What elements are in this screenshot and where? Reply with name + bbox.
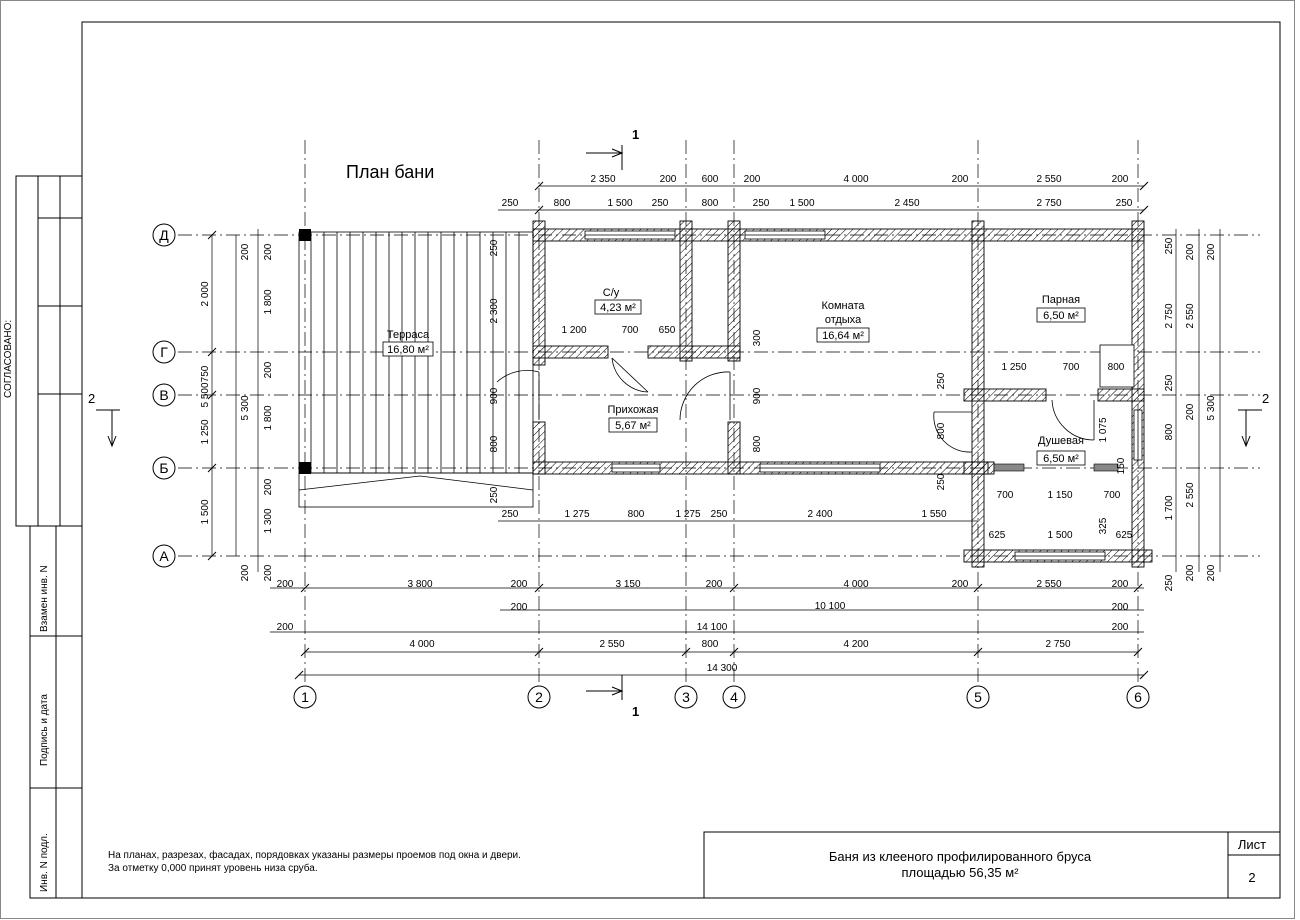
dim-top2-6: 1 500 bbox=[789, 198, 815, 209]
dim-rr-3: 250 bbox=[936, 372, 947, 390]
dim-r3-1: 200 bbox=[1206, 243, 1217, 261]
dim-total: 14 300 bbox=[706, 663, 738, 674]
section-mark-right: 2 bbox=[1262, 391, 1270, 406]
approved-label: СОГЛАСОВАНО: bbox=[3, 319, 14, 398]
axis-y-d: Д bbox=[159, 227, 169, 243]
walls bbox=[533, 221, 1152, 567]
section-mark-left: 2 bbox=[88, 391, 96, 406]
dim-bw-1: 1 275 bbox=[564, 509, 590, 520]
dim-bw-0: 250 bbox=[501, 509, 519, 520]
room-wc-name: С/у bbox=[602, 287, 620, 299]
dim-in-5: 800 bbox=[752, 435, 763, 453]
dim-r1-1: 2 750 bbox=[1164, 303, 1175, 329]
replaced-inv-label: Взамен инв. N bbox=[39, 565, 50, 632]
dim-b1-2: 200 bbox=[510, 579, 528, 590]
dim-la-2: 1 250 bbox=[200, 419, 211, 445]
dims-right1 bbox=[1164, 237, 1175, 591]
axis-x-5: 5 bbox=[974, 689, 982, 705]
dim-bw-6: 1 550 bbox=[921, 509, 947, 520]
axis-y-v: В bbox=[159, 387, 169, 403]
room-rest-area: 16,64 м² bbox=[822, 330, 864, 342]
dims-bottom-row2 bbox=[511, 601, 1129, 613]
axis-y-a: А bbox=[159, 548, 169, 564]
dim-sh-2: 700 bbox=[996, 490, 1014, 501]
dim-r1-2: 250 bbox=[1164, 374, 1175, 392]
sign-date-label: Подпись и дата bbox=[39, 694, 50, 766]
dim-b3-1: 14 100 bbox=[696, 622, 728, 633]
dim-top1-1: 200 bbox=[659, 174, 677, 185]
dim-top2-9: 250 bbox=[1115, 198, 1133, 209]
room-hall-area: 5,67 м² bbox=[615, 420, 651, 432]
axis-x-2: 2 bbox=[535, 689, 543, 705]
dims-axes-row bbox=[409, 639, 1070, 674]
title-block-line1: Баня из клееного профилированного бруса bbox=[828, 849, 1092, 864]
dim-r2-1: 200 bbox=[1185, 403, 1196, 421]
dims-bottom-row3 bbox=[277, 622, 1129, 633]
dim-r1-5: 250 bbox=[1164, 574, 1175, 592]
dim-rr-0: 1 250 bbox=[1001, 362, 1027, 373]
room-steam-name: Парная bbox=[1041, 294, 1081, 306]
dim-top1-4: 4 000 bbox=[843, 174, 869, 185]
dim-sh-8: 325 bbox=[1098, 517, 1109, 535]
dim-r3-0: 200 bbox=[1185, 243, 1196, 261]
dim-la-1: 750 bbox=[200, 365, 211, 383]
dim-l2-4: 200 bbox=[263, 478, 274, 496]
room-hall-name: Прихожая bbox=[607, 404, 659, 416]
dim-rr-5: 250 bbox=[936, 473, 947, 491]
dim-r3-4: 200 bbox=[1206, 564, 1217, 582]
dimension-ticks bbox=[208, 182, 1148, 679]
dim-ax-0: 4 000 bbox=[409, 639, 435, 650]
dim-in-2: 650 bbox=[658, 325, 676, 336]
dim-sh-4: 700 bbox=[1103, 490, 1121, 501]
dim-lo-1: 200 bbox=[240, 564, 251, 582]
dim-l2-5: 1 300 bbox=[263, 508, 274, 534]
dim-t-4: 800 bbox=[489, 435, 500, 453]
plan-title: План бани bbox=[346, 162, 435, 182]
dim-b3-0: 200 bbox=[276, 622, 294, 633]
dim-top1-2: 600 bbox=[701, 174, 719, 185]
dim-b1-7: 2 550 bbox=[1036, 579, 1062, 590]
room-steam-area: 6,50 м² bbox=[1043, 310, 1079, 322]
sheet-number: 2 bbox=[1248, 870, 1256, 885]
windows bbox=[585, 231, 1142, 560]
dim-b1-4: 200 bbox=[705, 579, 723, 590]
dim-top1-7: 200 bbox=[1111, 174, 1129, 185]
dim-bw-2: 800 bbox=[627, 509, 645, 520]
dim-r2-0: 2 550 bbox=[1185, 303, 1196, 329]
sheet-frame bbox=[1, 1, 1295, 919]
dim-top2-5: 250 bbox=[752, 198, 770, 209]
dim-bw-5: 2 400 bbox=[807, 509, 833, 520]
dim-b2-0: 200 bbox=[510, 602, 528, 613]
dim-t-1: 2 300 bbox=[489, 298, 500, 324]
dim-sh-3: 1 150 bbox=[1047, 490, 1073, 501]
dim-top1-0: 2 350 bbox=[590, 174, 616, 185]
axis-x-6: 6 bbox=[1134, 689, 1142, 705]
dim-r3-2: 5 300 bbox=[1206, 395, 1217, 421]
dim-b3-2: 200 bbox=[1111, 622, 1129, 633]
room-shower-area: 6,50 м² bbox=[1043, 453, 1079, 465]
dim-l2-3: 1 800 bbox=[263, 405, 274, 431]
room-wc-area: 4,23 м² bbox=[600, 302, 636, 314]
room-shower-name: Душевая bbox=[1038, 435, 1084, 447]
dim-b1-1: 3 800 bbox=[407, 579, 433, 590]
section-mark-top: 1 bbox=[632, 127, 640, 142]
dim-t-3: 900 bbox=[489, 387, 500, 405]
dims-left-axes bbox=[200, 281, 251, 524]
dim-b1-5: 4 000 bbox=[843, 579, 869, 590]
dim-bw-3: 1 275 bbox=[675, 509, 701, 520]
dim-lo-0: 200 bbox=[240, 243, 251, 261]
dim-sh-7: 625 bbox=[1115, 530, 1133, 541]
dim-sh-1: 150 bbox=[1116, 457, 1127, 475]
axis-x-1: 1 bbox=[301, 689, 309, 705]
dims-top-row1 bbox=[590, 174, 1128, 185]
dim-b1-3: 3 150 bbox=[615, 579, 641, 590]
dim-r1-0: 250 bbox=[1164, 237, 1175, 255]
dim-rr-2: 800 bbox=[1107, 362, 1125, 373]
dim-top2-8: 2 750 bbox=[1036, 198, 1062, 209]
dim-r2-2: 2 550 bbox=[1185, 482, 1196, 508]
dim-top1-5: 200 bbox=[951, 174, 969, 185]
dim-l2-6: 200 bbox=[263, 564, 274, 582]
dim-sh-6: 1 500 bbox=[1047, 530, 1073, 541]
title-block-line2: площадью 56,35 м² bbox=[901, 865, 1019, 880]
dim-ax-4: 2 750 bbox=[1045, 639, 1071, 650]
dims-terrace bbox=[489, 239, 500, 503]
dim-b1-8: 200 bbox=[1111, 579, 1129, 590]
room-terrace-name: Терраса bbox=[386, 329, 430, 341]
dims-bottom-walls bbox=[502, 509, 947, 520]
dim-la-3: 1 500 bbox=[200, 499, 211, 525]
dim-rr-1: 700 bbox=[1062, 362, 1080, 373]
inv-orig-label: Инв. N подл. bbox=[39, 833, 50, 892]
dim-r1-3: 800 bbox=[1164, 423, 1175, 441]
dim-l2-0: 200 bbox=[263, 243, 274, 261]
dim-b2-1: 10 100 bbox=[814, 601, 846, 612]
dim-in-4: 900 bbox=[752, 387, 763, 405]
dim-b1-0: 200 bbox=[276, 579, 294, 590]
dim-top1-3: 200 bbox=[743, 174, 761, 185]
room-terrace-area: 16,80 м² bbox=[387, 344, 429, 356]
axis-bubbles-x bbox=[294, 686, 1149, 708]
dim-r3-3: 200 bbox=[1185, 564, 1196, 582]
dim-t-2: 250 bbox=[489, 486, 500, 504]
dim-ax-3: 4 200 bbox=[843, 639, 869, 650]
terrace-deck bbox=[299, 232, 533, 507]
dim-r1-4: 1 700 bbox=[1164, 495, 1175, 521]
note-line-1: На планах, разрезах, фасадах, порядовках указаны размеры проемов под окна и двери. bbox=[108, 850, 521, 861]
dim-t-0: 250 bbox=[489, 239, 500, 257]
dim-top2-2: 1 500 bbox=[607, 198, 633, 209]
dim-b1-6: 200 bbox=[951, 579, 969, 590]
dim-l2-1: 1 800 bbox=[263, 289, 274, 315]
dim-la-0: 2 000 bbox=[200, 281, 211, 307]
dim-in-3: 300 bbox=[752, 329, 763, 347]
dims-top-row2 bbox=[502, 198, 1133, 209]
dim-top1-6: 2 550 bbox=[1036, 174, 1062, 185]
dim-left-total: 5 500 bbox=[200, 382, 211, 408]
dim-sh-5: 625 bbox=[988, 530, 1006, 541]
dim-sh-0: 1 075 bbox=[1098, 417, 1109, 443]
dim-rr-4: 800 bbox=[936, 422, 947, 440]
dim-in-0: 1 200 bbox=[561, 325, 587, 336]
sheet-label: Лист bbox=[1237, 837, 1267, 852]
note-line-2: За отметку 0,000 принят уровень низа сруба. bbox=[108, 863, 318, 874]
axis-x-3: 3 bbox=[682, 689, 690, 705]
axis-y-g: Г bbox=[160, 344, 168, 360]
axis-y-b: Б bbox=[159, 460, 169, 476]
dim-top2-3: 250 bbox=[651, 198, 669, 209]
room-rest-name: Комната bbox=[821, 300, 865, 312]
dim-bw-4: 250 bbox=[710, 509, 728, 520]
dims-right2 bbox=[1185, 303, 1196, 507]
section-mark-bottom: 1 bbox=[632, 704, 640, 719]
dim-top2-1: 800 bbox=[553, 198, 571, 209]
dim-b2-2: 200 bbox=[1111, 602, 1129, 613]
dim-top2-4: 800 bbox=[701, 198, 719, 209]
dim-top2-7: 2 450 bbox=[894, 198, 920, 209]
dim-ax-1: 2 550 bbox=[599, 639, 625, 650]
dim-ax-2: 800 bbox=[701, 639, 719, 650]
axis-x-4: 4 bbox=[730, 689, 738, 705]
dim-top2-0: 250 bbox=[501, 198, 519, 209]
axis-lines bbox=[178, 140, 1260, 682]
dim-left3: 5 300 bbox=[240, 395, 251, 421]
room-rest-name2: отдыха bbox=[824, 314, 862, 326]
dim-l2-2: 200 bbox=[263, 361, 274, 379]
dim-in-1: 700 bbox=[621, 325, 639, 336]
